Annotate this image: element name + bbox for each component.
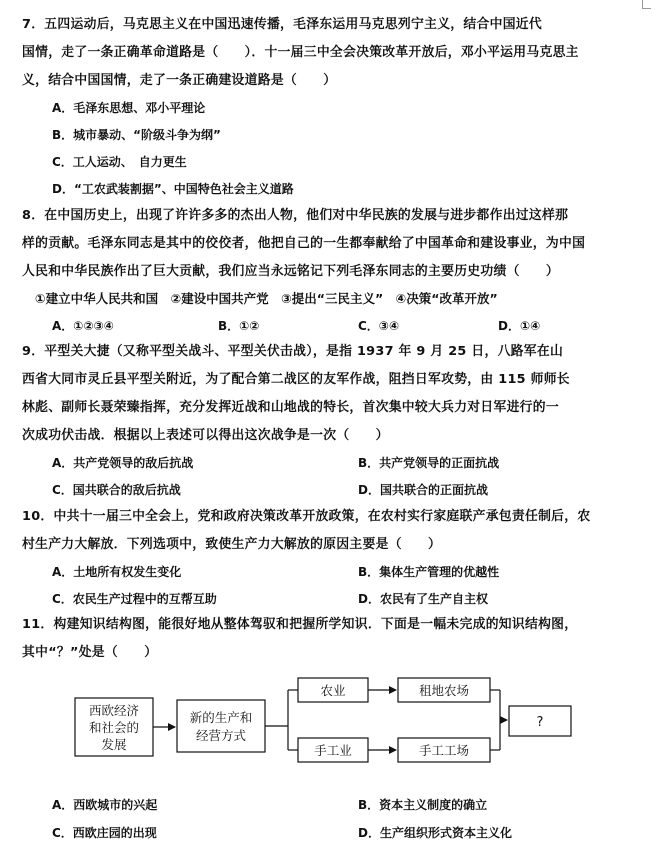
question-11-stem-line-2: 其中“？”处是（ ） xyxy=(22,645,158,660)
question-9-option-a[interactable]: A．共产党领导的敌后抗战 xyxy=(52,456,194,470)
question-11-stem-line-1: 11．构建知识结构图，能很好地从整体驾驭和把握所学知识．下面是一幅未完成的知识结构图， xyxy=(22,617,578,632)
question-10-stem-line-2: 村生产力大解放．下列选项中，致使生产力大解放的原因主要是（ ） xyxy=(22,537,442,552)
question-8-option-d[interactable]: D．①④ xyxy=(498,319,541,333)
question-8-stem-line-1: 8．在中国历史上，出现了许许多多的杰出人物，他们对中华民族的发展与进步都作出过这样那 xyxy=(22,208,569,223)
question-9-option-d[interactable]: D．国共联合的正面抗战 xyxy=(358,483,488,497)
question-8-option-a[interactable]: A．①②③④ xyxy=(52,319,114,333)
diagram-box-agriculture-label: 农业 xyxy=(320,683,346,698)
question-9-stem-line-3: 林彪、副师长聂荣臻指挥，充分发挥近战和山地战的特长，首次集中较大兵力对日军进行的一 xyxy=(22,400,559,415)
question-7-option-c[interactable]: C．工人运动、 自力更生 xyxy=(52,155,187,169)
diagram-box-new-methods xyxy=(177,700,265,752)
diagram-box-handicraft-label: 手工业 xyxy=(314,743,352,758)
diagram-box-economy-line-1: 西欧经济 xyxy=(88,703,140,718)
question-7-stem-line-3: 义，结合中国国情，走了一条正确建设道路是（ ） xyxy=(22,73,337,88)
question-10-option-d[interactable]: D．农民有了生产自主权 xyxy=(358,592,488,606)
question-7-option-a[interactable]: A．毛泽东思想、邓小平理论 xyxy=(52,101,206,115)
question-9-option-b[interactable]: B．共产党领导的正面抗战 xyxy=(358,456,500,470)
question-11-option-a[interactable]: A．西欧城市的兴起 xyxy=(52,798,158,812)
question-10-option-b[interactable]: B．集体生产管理的优越性 xyxy=(358,565,500,579)
question-11-option-c[interactable]: C．西欧庄园的出现 xyxy=(52,826,157,840)
question-7-stem-line-2: 国情，走了一条正确革命道路是（ ）．十一届三中全会决策改革开放后，邓小平运用马克思主 xyxy=(22,45,579,60)
diagram-box-unknown-label: ? xyxy=(536,715,544,730)
diagram-box-new-methods-line-2: 经营方式 xyxy=(195,728,247,743)
question-9-stem-line-2: 西省大同市灵丘县平型关附近，为了配合第二战区的友军作战，阻挡日军攻势，由 115 师师长 xyxy=(22,372,570,387)
question-9-option-c[interactable]: C．国共联合的敌后抗战 xyxy=(52,483,181,497)
question-8-option-c[interactable]: C．③④ xyxy=(358,319,400,333)
question-8-items: ①建立中华人民共和国 ②建设中国共产党 ③提出“三民主义” ④决策“改革开放” xyxy=(35,291,498,306)
question-7-stem-line-1: 7．五四运动后，马克思主义在中国迅速传播，毛泽东运用马克思列宁主义，结合中国近代 xyxy=(22,17,542,32)
question-9-stem-line-1: 9．平型关大捷（又称平型关战斗、平型关伏击战），是指 1937 年 9 月 25 日，八路军在山 xyxy=(22,344,564,359)
question-10-stem-line-1: 10．中共十一届三中全会上，党和政府决策改革开放政策，在农村实行家庭联产承包责任制后，农 xyxy=(22,509,591,524)
question-11-option-d[interactable]: D．生产组织形式资本主义化 xyxy=(358,826,512,840)
diagram-box-economy-line-3: 发展 xyxy=(101,737,127,752)
question-8-stem-line-3: 人民和中华民族作出了巨大贡献，我们应当永远铭记下列毛泽东同志的主要历史功绩（ ） xyxy=(22,264,559,279)
question-8-stem-line-2: 样的贡献。毛泽东同志是其中的佼佼者，他把自己的一生都奉献给了中国革命和建设事业，为中国 xyxy=(22,236,586,251)
diagram-box-tenant-farm-label: 租地农场 xyxy=(418,683,470,698)
question-7-option-b[interactable]: B．城市暴动、“阶级斗争为纲” xyxy=(52,128,221,142)
question-10-option-c[interactable]: C．农民生产过程中的互帮互助 xyxy=(52,592,217,606)
diagram-box-new-methods-line-1: 新的生产和 xyxy=(189,710,253,725)
question-7-option-d[interactable]: D．“工农武装割据”、中国特色社会主义道路 xyxy=(52,182,294,196)
diagram-box-economy-line-2: 和社会的 xyxy=(88,720,140,735)
question-11-option-b[interactable]: B．资本主义制度的确立 xyxy=(358,798,488,812)
question-10-option-a[interactable]: A．土地所有权发生变化 xyxy=(52,565,182,579)
diagram-box-workshop-label: 手工工场 xyxy=(418,743,470,758)
question-9-stem-line-4: 次成功伏击战．根据以上表述可以得出这次战争是一次（ ） xyxy=(22,428,389,443)
question-8-option-b[interactable]: B．①② xyxy=(218,319,260,333)
